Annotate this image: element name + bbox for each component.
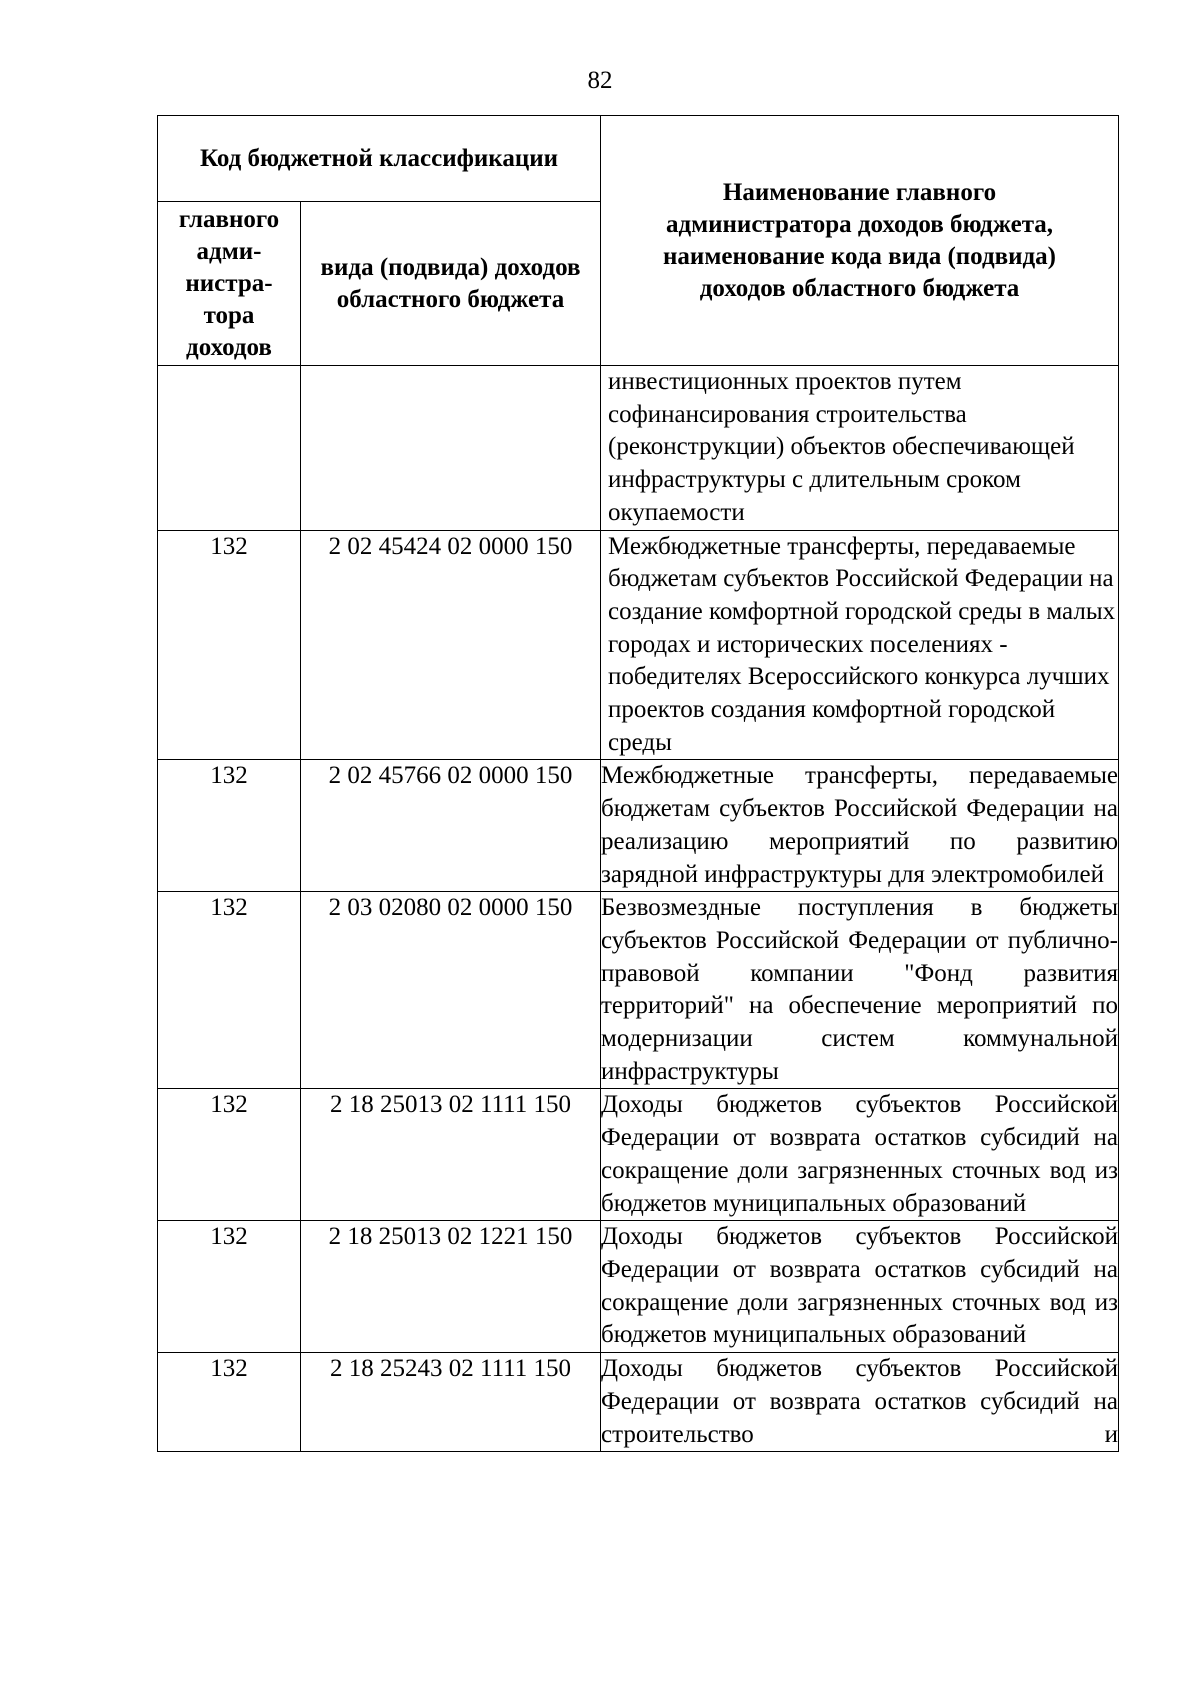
admin-code-cell [158, 366, 301, 531]
income-code-cell: 2 02 45766 02 0000 150 [301, 760, 601, 892]
income-name-cell: Межбюджетные трансферты, передаваемые бюджетам субъектов Российской Федерации на создание комфортной городской среды в малых городах и исторических поселениях - победителях Всероссийского конкурса лучших проектов создания комфортной городской среды [601, 530, 1119, 760]
header-admin-column: главного адми-нистра-тора доходов [158, 202, 301, 366]
table-row [158, 530, 1119, 760]
budget-classification-table [157, 115, 1119, 1452]
income-name-cell: инвестиционных проектов путем софинансирования строительства (реконструкции) объектов обеспечивающей инфраструктуры с длительным сроком окупаемости [601, 366, 1119, 531]
admin-code-cell: 132 [158, 1353, 301, 1452]
income-name-cell: Безвозмездные поступления в бюджеты субъектов Российской Федерации от публично-правовой компании "Фонд развития территорий" на обеспечение мероприятий по модернизации систем коммунальной инфраструктуры [601, 892, 1119, 1089]
table-row [158, 1089, 1119, 1221]
income-code-cell: 2 02 45424 02 0000 150 [301, 530, 601, 760]
income-name-cell: Доходы бюджетов субъектов Российской Федерации от возврата остатков субсидий на сокращение доли загрязненных сточных вод из бюджетов муниципальных образований [601, 1221, 1119, 1353]
table-row [158, 1221, 1119, 1353]
income-name-cell: Межбюджетные трансферты, передаваемые бюджетам субъектов Российской Федерации на реализацию мероприятий по развитию зарядной инфраструктуры для электромобилей [601, 760, 1119, 892]
income-code-cell [301, 366, 601, 531]
income-code-cell: 2 03 02080 02 0000 150 [301, 892, 601, 1089]
table-header [158, 116, 1119, 366]
table-row [158, 366, 1119, 531]
header-classification-code: Код бюджетной классификации [158, 116, 601, 202]
income-name-cell: Доходы бюджетов субъектов Российской Федерации от возврата остатков субсидий на сокращение доли загрязненных сточных вод из бюджетов муниципальных образований [601, 1089, 1119, 1221]
income-code-cell: 2 18 25013 02 1111 150 [301, 1089, 601, 1221]
header-name-column: Наименование главного администратора доходов бюджета, наименование кода вида (подвида) доходов областного бюджета [601, 116, 1119, 366]
header-code-column: вида (подвида) доходов областного бюджета [301, 202, 601, 366]
admin-code-cell: 132 [158, 892, 301, 1089]
table-body [158, 366, 1119, 1452]
page-number: 82 [587, 67, 613, 94]
table-row [158, 892, 1119, 1089]
admin-code-cell: 132 [158, 1089, 301, 1221]
income-code-cell: 2 18 25243 02 1111 150 [301, 1353, 601, 1452]
income-name-cell: Доходы бюджетов субъектов Российской Федерации от возврата остатков субсидий на строительство и [601, 1353, 1119, 1452]
income-code-cell: 2 18 25013 02 1221 150 [301, 1221, 601, 1353]
admin-code-cell: 132 [158, 530, 301, 760]
admin-code-cell: 132 [158, 1221, 301, 1353]
table-row [158, 1353, 1119, 1452]
admin-code-cell: 132 [158, 760, 301, 892]
table-row [158, 760, 1119, 892]
